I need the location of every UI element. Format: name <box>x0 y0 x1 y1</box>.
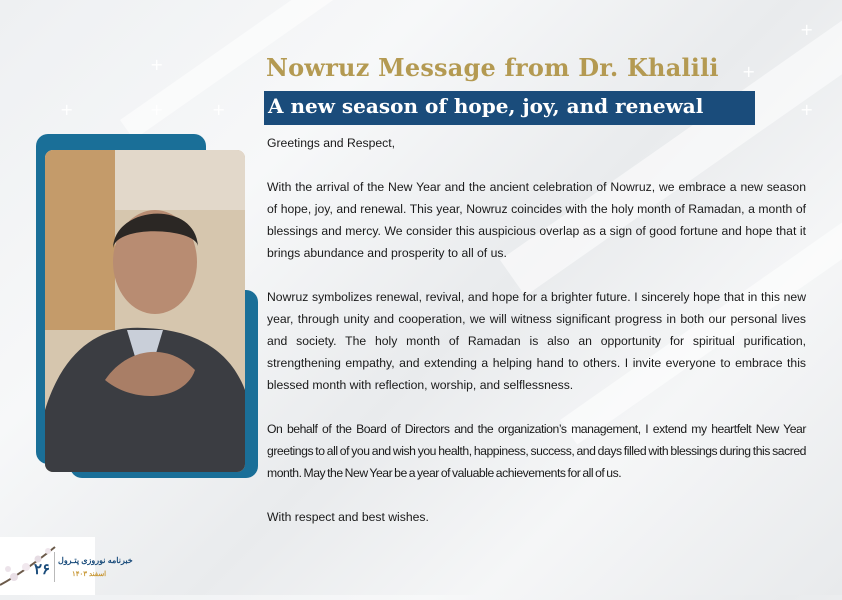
plus-ornament-icon: + <box>150 100 164 119</box>
closing-line: With respect and best wishes. <box>267 510 429 524</box>
portrait-illustration <box>45 150 245 472</box>
paragraph: On behalf of the Board of Directors and the organization’s management, I extend my heartfelt New Year greetings to all of you and wish you health, happiness, success, and days filled with blessings during this sacred month. May the New Year be a year of valuable achievements for all of us. <box>267 422 806 480</box>
portrait-photo <box>45 150 245 472</box>
page-title: Nowruz Message from Dr. Khalili <box>266 53 719 82</box>
plus-ornament-icon: + <box>212 100 226 119</box>
footer-divider <box>54 552 55 582</box>
greeting: Greetings and Respect, <box>267 136 396 150</box>
plus-ornament-icon: + <box>800 100 814 119</box>
publication-name: خبرنامه نوروزی پتـرول <box>58 556 133 565</box>
message-body <box>267 132 806 528</box>
page-number: ۲۶ <box>34 560 51 578</box>
plus-ornament-icon: + <box>60 100 74 119</box>
plus-ornament-icon: + <box>742 62 756 81</box>
publication-date: اسفند ۱۴۰۳ <box>72 571 107 578</box>
plus-ornament-icon: + <box>150 55 164 74</box>
paragraph: With the arrival of the New Year and the ancient celebration of Nowruz, we embrace a new season of hope, joy, and renewal. This year, Nowruz coincides with the holy month of Ramadan, a month of blessings and mercy. We consider this auspicious overlap as a sign of good fortune and hope that it brings abundance and prosperity to all of us. <box>267 180 806 260</box>
paragraph: Nowruz symbolizes renewal, revival, and hope for a brighter future. I sincerely hope that in this new year, through unity and cooperation, we will witness significant progress in both our personal lives and society. The holy month of Ramadan is also an opportunity for spiritual purification, strengthening empathy, and extending a helping hand to others. I invite everyone to embrace this blessed month with reflection, worship, and selflessness. <box>267 290 806 392</box>
page-subtitle: A new season of hope, joy, and renewal <box>268 94 704 118</box>
plus-ornament-icon: + <box>800 20 814 39</box>
